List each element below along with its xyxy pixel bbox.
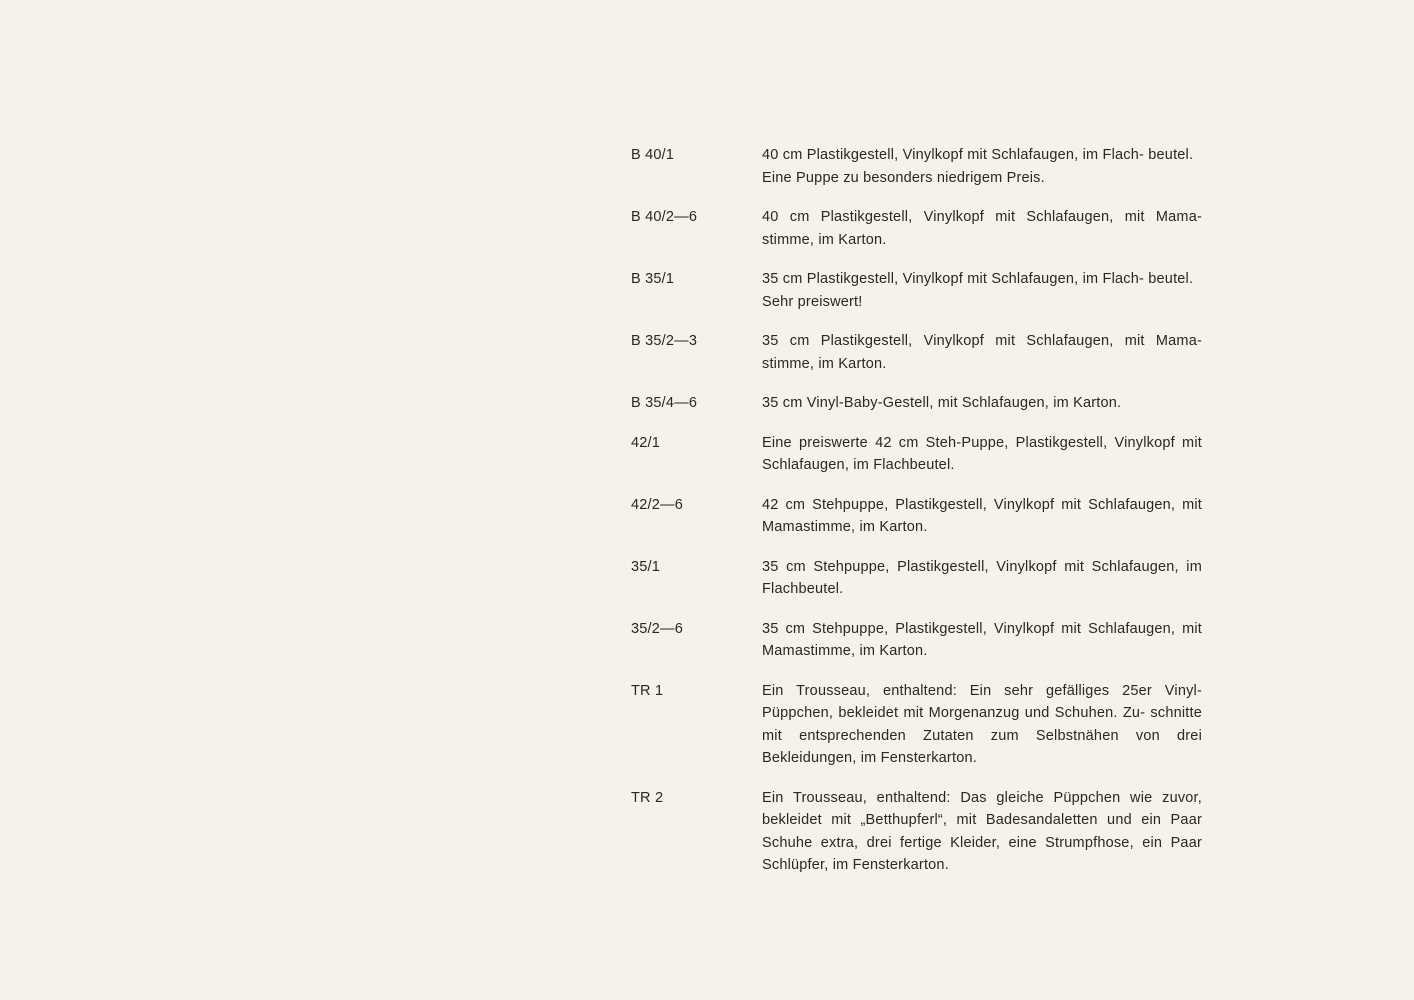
article-number: 42/1 [631, 434, 661, 451]
article-description [762, 787, 1202, 877]
description-line: 35 cm Plastikgestell, Vinylkopf mit Schlafaugen, mit Mama- stimme, im Karton. [762, 333, 1202, 372]
article-number: 42/2—6 [631, 496, 683, 513]
article-number: B 35/4—6 [631, 395, 698, 411]
catalog-entry [631, 556, 1203, 601]
article-number: TR 2 [631, 789, 664, 806]
catalog-entry [631, 618, 1203, 663]
article-number: TR 1 [631, 682, 664, 699]
article-number: 35/1 [631, 558, 661, 575]
article-description [762, 494, 1202, 539]
article-description [762, 680, 1202, 770]
catalog-entry [631, 392, 1203, 415]
description-line: 35 cm Stehpuppe, Plastikgestell, Vinylkopf mit Schlafaugen, mit Mamastimme, im Karton. [762, 620, 1202, 659]
description-line: Eine preiswerte 42 cm Steh-Puppe, Plastikgestell, Vinylkopf mit Schlafaugen, im Flachbeutel. [762, 434, 1202, 473]
catalog-entry [631, 680, 1203, 770]
article-number: B 40/1 [631, 147, 675, 163]
catalog-entry [631, 494, 1203, 539]
description-line: 40 cm Plastikgestell, Vinylkopf mit Schlafaugen, im Flach- beutel. [762, 147, 1194, 163]
doll-catalog-list [631, 144, 1203, 877]
description-line: Sehr preiswert! [762, 293, 863, 310]
description-line: 35 cm Plastikgestell, Vinylkopf mit Schlafaugen, im Flach- beutel. [762, 271, 1194, 287]
article-number: 35/2—6 [631, 620, 683, 637]
article-number: B 40/2—6 [631, 209, 698, 225]
description-line: 40 cm Plastikgestell, Vinylkopf mit Schlafaugen, mit Mama- stimme, im Karton. [762, 209, 1202, 248]
article-description [762, 144, 1202, 189]
article-description [762, 268, 1202, 313]
catalog-entry [631, 787, 1203, 877]
description-line: Eine Puppe zu besonders niedrigem Preis. [762, 169, 1045, 186]
article-description [762, 556, 1202, 601]
catalog-entry [631, 330, 1203, 375]
description-line: 42 cm Stehpuppe, Plastikgestell, Vinylkopf mit Schlafaugen, mit Mamastimme, im Karton. [762, 496, 1202, 535]
article-description [762, 432, 1202, 477]
description-line: Ein Trousseau, enthaltend: Das gleiche Püppchen wie zuvor, bekleidet mit „Betthupferl“, mit Badesandaletten und ein Paar Schuhe extra, drei fertige Kleider, eine Strumpfhose, ein Paar Schlüpfer, im Fensterkarton. [762, 789, 1202, 873]
article-description [762, 206, 1202, 251]
catalog-entry [631, 206, 1203, 251]
description-line: Ein Trousseau, enthaltend: Ein sehr gefälliges 25er Vinyl- Püppchen, bekleidet mit Morgenanzug und Schuhen. Zu- schnitte mit entsprechenden Zutaten zum Selbstnähen von drei Bekleidungen, im Fensterkarton. [762, 682, 1202, 766]
article-number: B 35/1 [631, 271, 675, 287]
catalog-entry [631, 144, 1203, 189]
catalog-entry [631, 432, 1203, 477]
description-line: 35 cm Vinyl-Baby-Gestell, mit Schlafaugen, im Karton. [762, 395, 1122, 411]
description-line: 35 cm Stehpuppe, Plastikgestell, Vinylkopf mit Schlafaugen, im Flachbeutel. [762, 558, 1202, 597]
catalog-entry [631, 268, 1203, 313]
article-description [762, 330, 1202, 375]
article-description [762, 618, 1202, 663]
article-description [762, 392, 1202, 415]
article-number: B 35/2—3 [631, 333, 698, 349]
